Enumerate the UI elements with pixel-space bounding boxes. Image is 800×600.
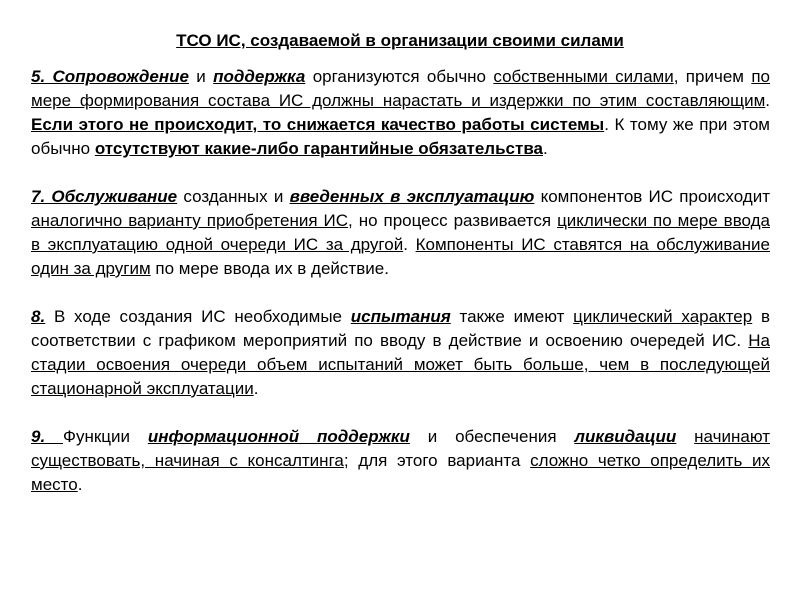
emphasized-text-run: 5. Сопровождение: [31, 67, 189, 86]
text-run: организуются обычно: [305, 67, 494, 86]
text-run: .: [403, 235, 416, 254]
text-run: Функции: [63, 427, 148, 446]
emphasized-text-run: собственными силами: [493, 67, 674, 86]
text-run: также имеют: [450, 307, 574, 326]
emphasized-text-run: сложно четко определить их место: [31, 451, 770, 494]
emphasized-text-run: 9.: [31, 427, 64, 446]
text-run: по мере ввода их в действие.: [150, 259, 389, 278]
text-run: .: [77, 475, 83, 494]
text-run: .: [253, 379, 259, 398]
text-run: и: [188, 67, 214, 86]
emphasized-text-run: циклически по мере ввода в эксплуатацию одной очереди ИС за другой: [31, 211, 770, 254]
text-run: . К тому же при этом обычно: [31, 115, 770, 158]
emphasized-text-run: аналогично варианту приобретения ИС: [31, 211, 349, 230]
text-run: и обеспечения: [409, 427, 575, 446]
text-run: в соответствии с графиком мероприятий по вводу в действие и освоению очередей ИС.: [31, 307, 770, 350]
emphasized-text-run: Если этого не происходит, то снижается качество работы системы: [31, 115, 605, 134]
text-run: .: [543, 139, 548, 158]
paragraph-maintenance: [31, 185, 770, 281]
emphasized-text-run: по мере формирования состава ИС должны нарастать и издержки по этим составляющим: [31, 67, 770, 110]
emphasized-text-run: поддержка: [213, 67, 306, 86]
emphasized-text-run: начинают существовать, начиная с консалтинга: [31, 427, 770, 470]
emphasized-text-run: введенных в эксплуатацию: [289, 187, 535, 206]
text-run: созданных и: [177, 187, 290, 206]
paragraph-info-support: [31, 425, 770, 497]
text-run: .: [765, 91, 770, 110]
emphasized-text-run: циклический характер: [573, 307, 753, 326]
slide-body: [31, 65, 770, 521]
text-run: [676, 427, 694, 446]
emphasized-text-run: 8.: [31, 307, 46, 326]
emphasized-text-run: 7. Обслуживание: [31, 187, 178, 206]
text-run: компонентов ИС происходит: [534, 187, 770, 206]
emphasized-text-run: информационной поддержки: [147, 427, 410, 446]
text-run: В ходе создания ИС необходимые: [45, 307, 351, 326]
emphasized-text-run: Компоненты ИС ставятся на обслуживание один за другим: [31, 235, 771, 278]
emphasized-text-run: На стадии освоения очереди объем испытаний может быть больше, чем в последующей стационарной эксплуатации: [31, 331, 770, 398]
text-run: ; для этого варианта: [343, 451, 531, 470]
emphasized-text-run: отсутствуют какие-либо гарантийные обязательства: [94, 139, 544, 158]
emphasized-text-run: ликвидации: [574, 427, 677, 446]
text-run: , но процесс развивается: [348, 211, 558, 230]
text-run: , причем: [673, 67, 752, 86]
slide-title: ТСО ИС, создаваемой в организации своими силами: [176, 31, 624, 50]
paragraph-support: [31, 65, 770, 161]
emphasized-text-run: испытания: [350, 307, 451, 326]
paragraph-testing: [31, 305, 770, 401]
